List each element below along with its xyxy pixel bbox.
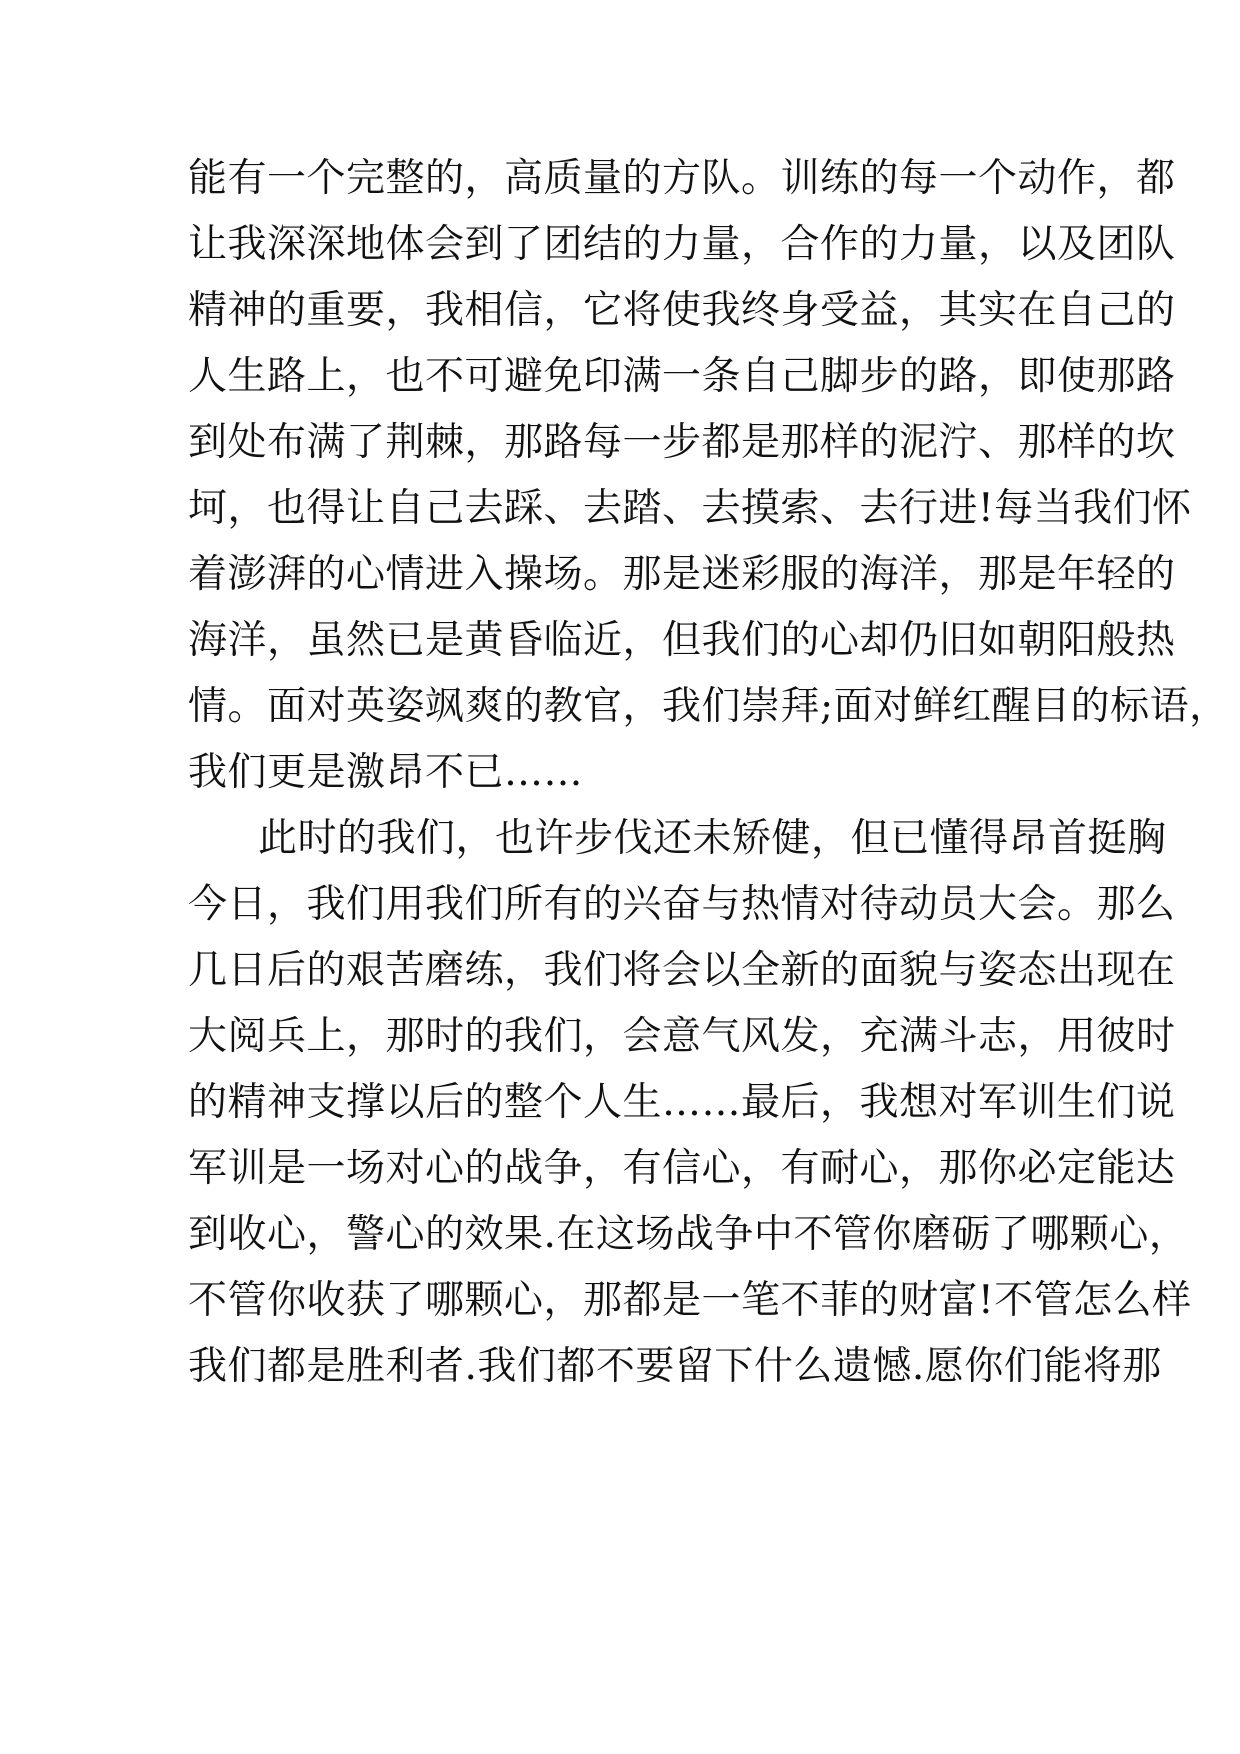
text-line: 到处布满了荆棘，那路每一步都是那样的泥泞、那样的坎 <box>188 420 1176 465</box>
text-line: 我们更是激昂不已…… <box>188 750 584 795</box>
text-line: 海洋，虽然已是黄昏临近，但我们的心却仍旧如朝阳般热 <box>188 618 1176 663</box>
text-line: 让我深深地体会到了团结的力量，合作的力量，以及团队 <box>188 222 1176 267</box>
text-line: 大阅兵上，那时的我们，会意气风发，充满斗志，用彼时 <box>188 1014 1176 1059</box>
text-line: 军训是一场对心的战争，有信心，有耐心，那你必定能达 <box>188 1146 1176 1191</box>
text-line: 情。面对英姿飒爽的教官，我们崇拜;面对鲜红醒目的标语， <box>188 684 1229 729</box>
text-line: 到收心，警心的效果.在这场战争中不管你磨砺了哪颗心， <box>188 1212 1189 1257</box>
paragraph-first-line: 此时的我们，也许步伐还未矫健，但已懂得昂首挺胸 <box>258 816 1167 861</box>
text-line: 能有一个完整的，高质量的方队。训练的每一个动作，都 <box>188 156 1176 201</box>
text-line: 坷，也得让自己去踩、去踏、去摸索、去行进!每当我们怀 <box>188 486 1192 531</box>
text-line: 精神的重要，我相信，它将使我终身受益，其实在自己的 <box>188 288 1176 333</box>
text-line: 的精神支撑以后的整个人生……最后，我想对军训生们说 <box>188 1080 1176 1125</box>
text-line: 几日后的艰苦磨练，我们将会以全新的面貌与姿态出现在 <box>188 948 1176 993</box>
text-line: 着澎湃的心情进入操场。那是迷彩服的海洋，那是年轻的 <box>188 552 1176 597</box>
text-line: 不管你收获了哪颗心，那都是一笔不菲的财富!不管怎么样 <box>188 1278 1192 1323</box>
text-line: 今日，我们用我们所有的兴奋与热情对待动员大会。那么 <box>188 882 1176 927</box>
text-line: 人生路上，也不可避免印满一条自己脚步的路，即使那路 <box>188 354 1176 399</box>
text-line: 我们都是胜利者.我们都不要留下什么遗憾.愿你们能将那 <box>188 1344 1162 1389</box>
